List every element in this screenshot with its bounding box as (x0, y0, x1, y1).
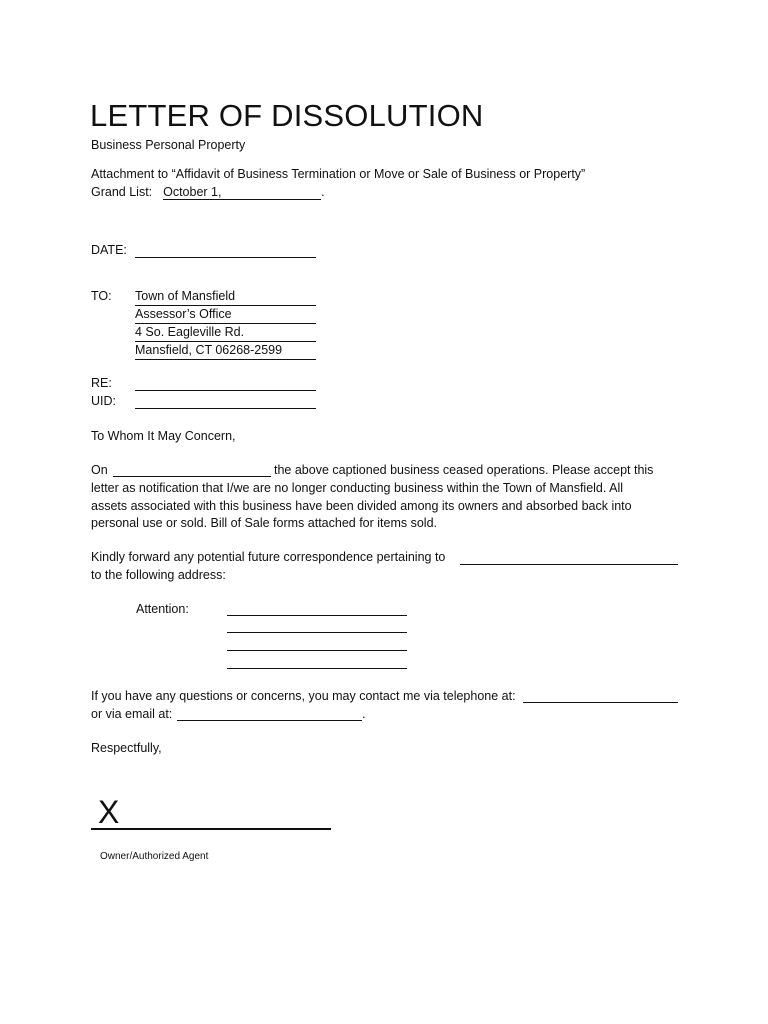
telephone-field[interactable] (523, 702, 678, 703)
signature-caption: Owner/Authorized Agent (100, 851, 209, 862)
to-label: TO: (91, 289, 112, 303)
attention-line-3[interactable] (227, 650, 407, 651)
grand-list-field[interactable]: October 1, (163, 185, 321, 200)
grand-list-period: . (321, 185, 325, 199)
p1-body: letter as notification that I/we are no longer conducting business within the Town of Mansfield. All assets associated with this business have been divided among its owners and absorbed back into personal use or sold. Bill of Sale forms attached for items sold. (91, 481, 632, 530)
cease-date-field[interactable] (113, 476, 271, 477)
to-line-2: Assessor’s Office (135, 306, 316, 324)
page-title: LETTER OF DISSOLUTION (90, 98, 484, 133)
p1-on: On (91, 463, 108, 477)
date-field[interactable] (135, 257, 316, 258)
attention-line-1[interactable] (227, 615, 407, 616)
attention-line-4[interactable] (227, 668, 407, 669)
uid-field[interactable] (135, 408, 316, 409)
to-line-4: Mansfield, CT 06268-2599 (135, 342, 316, 360)
correspondence-field[interactable] (460, 564, 678, 565)
attention-label: Attention: (136, 602, 189, 616)
to-line-3: 4 So. Eagleville Rd. (135, 324, 316, 342)
subtitle: Business Personal Property (91, 138, 246, 152)
grand-list-row (91, 184, 325, 202)
p2-line2: to the following address: (91, 568, 226, 582)
date-label: DATE: (91, 243, 127, 257)
p3-period: . (362, 707, 366, 721)
grand-list-label: Grand List: (91, 185, 153, 199)
p3-line1: If you have any questions or concerns, you may contact me via telephone at: (91, 689, 516, 703)
uid-label: UID: (91, 394, 116, 408)
re-field[interactable] (135, 390, 316, 391)
re-label: RE: (91, 376, 112, 390)
p2-line1: Kindly forward any potential future correspondence pertaining to (91, 550, 446, 564)
signature-x-mark: X (98, 794, 120, 830)
p3-line2: or via email at: (91, 707, 173, 721)
p1-line1: the above captioned business ceased operations. Please accept this (274, 463, 654, 477)
signature-line[interactable] (91, 828, 331, 830)
to-address-block (135, 288, 316, 360)
salutation: To Whom It May Concern, (91, 429, 236, 443)
to-line-1: Town of Mansfield (135, 288, 316, 306)
attention-line-2[interactable] (227, 632, 407, 633)
closing: Respectfully, (91, 741, 162, 755)
email-field[interactable] (177, 720, 362, 721)
attachment-line: Attachment to “Affidavit of Business Termination or Move or Sale of Business or Property” (91, 167, 586, 181)
